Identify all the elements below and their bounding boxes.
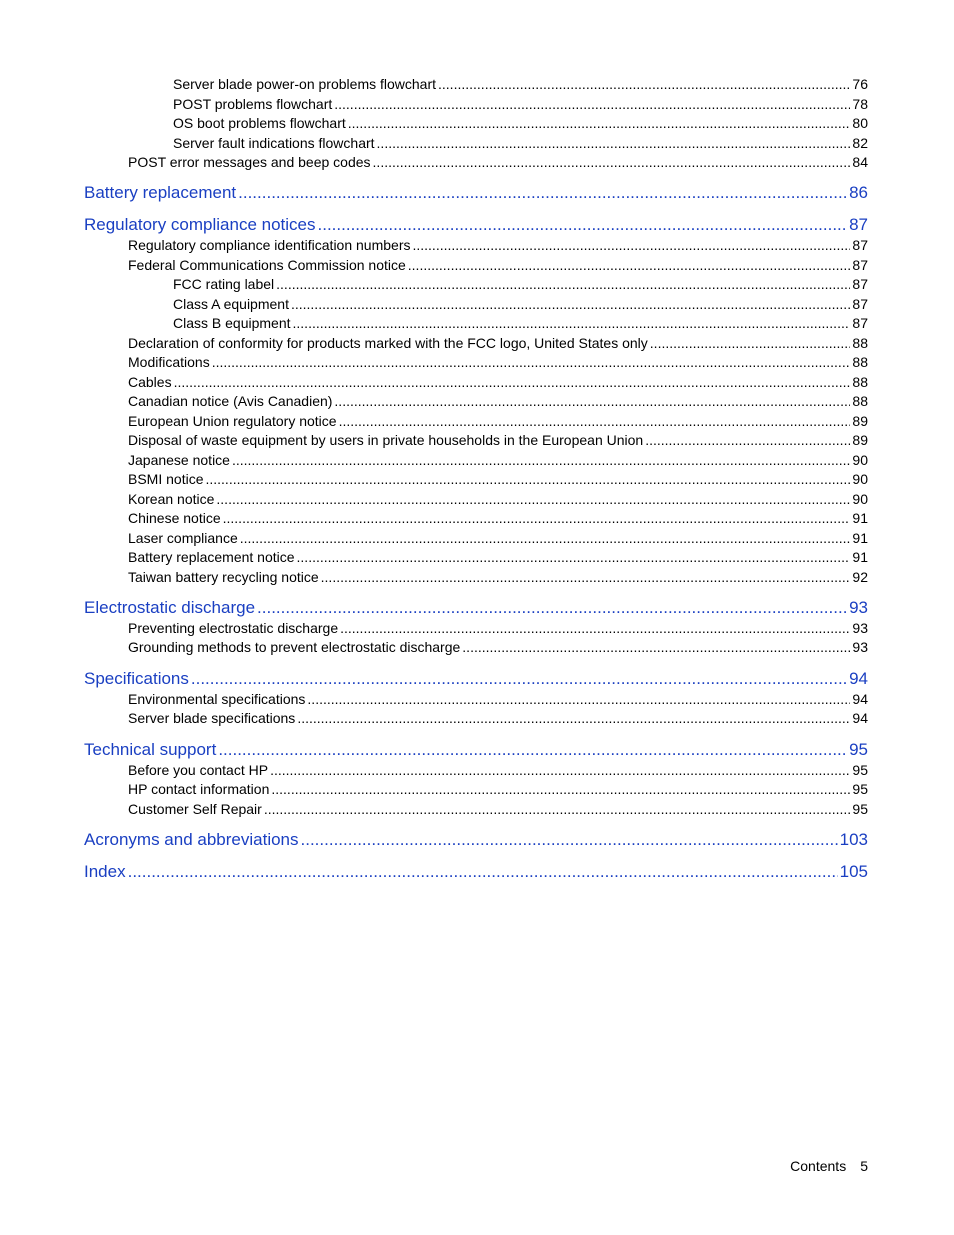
toc-entry-page: 88 bbox=[852, 393, 868, 409]
toc-dot-leader bbox=[291, 296, 850, 312]
toc-entry-page: 93 bbox=[849, 598, 868, 617]
toc-dot-leader bbox=[238, 183, 847, 203]
toc-entry-page: 90 bbox=[852, 491, 868, 507]
toc-dot-leader bbox=[297, 549, 851, 565]
toc-entry-title: Acronyms and abbreviations bbox=[84, 830, 299, 849]
toc-entry-page: 80 bbox=[852, 115, 868, 131]
toc-entry-page: 82 bbox=[852, 135, 868, 151]
toc-dot-leader bbox=[257, 598, 847, 618]
toc-chapter-entry[interactable] bbox=[84, 740, 868, 760]
toc-section-entry[interactable] bbox=[128, 491, 868, 507]
toc-dot-leader bbox=[373, 154, 851, 170]
toc-entry-title: Technical support bbox=[84, 740, 217, 759]
toc-entry-title: Before you contact HP bbox=[128, 762, 269, 778]
toc-section-entry[interactable] bbox=[128, 154, 868, 170]
toc-dot-leader bbox=[270, 762, 850, 778]
toc-entry-title: POST error messages and beep codes bbox=[128, 154, 371, 170]
toc-entry-title: Server fault indications flowchart bbox=[173, 135, 375, 151]
toc-section-entry[interactable] bbox=[173, 276, 868, 292]
toc-dot-leader bbox=[271, 781, 850, 797]
toc-entry-title: Server blade power-on problems flowchart bbox=[173, 76, 437, 92]
toc-section-entry[interactable] bbox=[128, 393, 868, 409]
toc-entry-title: Class B equipment bbox=[173, 315, 291, 331]
toc-entry-page: 94 bbox=[852, 710, 868, 726]
toc-entry-title: Japanese notice bbox=[128, 452, 230, 468]
toc-entry-title: Server blade specifications bbox=[128, 710, 296, 726]
toc-dot-leader bbox=[408, 257, 851, 273]
toc-dot-leader bbox=[205, 471, 850, 487]
toc-section-entry[interactable] bbox=[128, 432, 868, 448]
toc-dot-leader bbox=[297, 710, 850, 726]
toc-dot-leader bbox=[645, 432, 850, 448]
toc-entry-title: Declaration of conformity for products marked with the FCC logo, United States only bbox=[128, 335, 648, 351]
toc-entry-page: 94 bbox=[852, 691, 868, 707]
toc-entry-page: 95 bbox=[852, 781, 868, 797]
toc-chapter-entry[interactable] bbox=[84, 215, 868, 235]
toc-entry-page: 95 bbox=[852, 762, 868, 778]
toc-entry-title: Regulatory compliance identification numbers bbox=[128, 237, 411, 253]
toc-entry-page: 103 bbox=[839, 830, 868, 849]
toc-section-entry[interactable] bbox=[128, 335, 868, 351]
toc-entry-page: 78 bbox=[852, 96, 868, 112]
toc-dot-leader bbox=[412, 237, 850, 253]
page-footer bbox=[790, 1158, 868, 1174]
toc-entry-page: 93 bbox=[852, 639, 868, 655]
toc-entry-title: Korean notice bbox=[128, 491, 215, 507]
toc-section-entry[interactable] bbox=[173, 135, 868, 151]
toc-section-entry[interactable] bbox=[128, 452, 868, 468]
toc-entry-page: 91 bbox=[852, 549, 868, 565]
toc-entry-page: 87 bbox=[852, 296, 868, 312]
toc-entry-title: Regulatory compliance notices bbox=[84, 215, 316, 234]
toc-entry-title: HP contact information bbox=[128, 781, 270, 797]
toc-section-entry[interactable] bbox=[128, 530, 868, 546]
toc-section-entry[interactable] bbox=[128, 374, 868, 390]
toc-section-entry[interactable] bbox=[128, 620, 868, 636]
toc-entry-page: 93 bbox=[852, 620, 868, 636]
toc-entry-title: European Union regulatory notice bbox=[128, 413, 337, 429]
toc-chapter-entry[interactable] bbox=[84, 669, 868, 689]
toc-chapter-entry[interactable] bbox=[84, 830, 868, 850]
toc-entry-title: Cables bbox=[128, 374, 172, 390]
toc-entry-page: 88 bbox=[852, 374, 868, 390]
toc-entry-title: Electrostatic discharge bbox=[84, 598, 256, 617]
toc-entry-page: 87 bbox=[852, 315, 868, 331]
toc-section-entry[interactable] bbox=[128, 639, 868, 655]
toc-dot-leader bbox=[293, 315, 851, 331]
toc-entry-title: Modifications bbox=[128, 354, 210, 370]
toc-entry-title: Preventing electrostatic discharge bbox=[128, 620, 339, 636]
toc-entry-page: 90 bbox=[852, 471, 868, 487]
toc-entry-page: 92 bbox=[852, 569, 868, 585]
toc-dot-leader bbox=[216, 491, 850, 507]
toc-entry-title: Grounding methods to prevent electrostatic discharge bbox=[128, 639, 461, 655]
toc-entry-page: 88 bbox=[852, 335, 868, 351]
toc-chapter-entry[interactable] bbox=[84, 862, 868, 882]
toc-section-entry[interactable] bbox=[173, 115, 868, 131]
toc-dot-leader bbox=[334, 393, 850, 409]
toc-dot-leader bbox=[462, 639, 850, 655]
toc-entry-page: 105 bbox=[839, 862, 868, 881]
toc-entry-page: 89 bbox=[852, 432, 868, 448]
toc-section-entry[interactable] bbox=[173, 96, 868, 112]
toc-entry-title: Federal Communications Commission notice bbox=[128, 257, 406, 273]
toc-section-entry[interactable] bbox=[128, 413, 868, 429]
toc-entry-title: Chinese notice bbox=[128, 510, 221, 526]
toc-entry-page: 88 bbox=[852, 354, 868, 370]
toc-entry-page: 89 bbox=[852, 413, 868, 429]
toc-dot-leader bbox=[218, 740, 847, 760]
toc-entry-title: POST problems flowchart bbox=[173, 96, 333, 112]
toc-section-entry[interactable] bbox=[128, 762, 868, 778]
toc-entry-title: Environmental specifications bbox=[128, 691, 306, 707]
toc-dot-leader bbox=[334, 96, 850, 112]
toc-section-entry[interactable] bbox=[128, 510, 868, 526]
toc-dot-leader bbox=[191, 669, 847, 689]
toc-section-entry[interactable] bbox=[128, 354, 868, 370]
toc-entry-title: Canadian notice (Avis Canadien) bbox=[128, 393, 333, 409]
toc-entry-title: OS boot problems flowchart bbox=[173, 115, 346, 131]
toc-dot-leader bbox=[128, 862, 838, 882]
toc-dot-leader bbox=[318, 215, 848, 235]
toc-entry-title: FCC rating label bbox=[173, 276, 275, 292]
toc-entry-page: 90 bbox=[852, 452, 868, 468]
toc-dot-leader bbox=[232, 452, 850, 468]
toc-section-entry[interactable] bbox=[173, 315, 868, 331]
toc-entry-page: 95 bbox=[852, 801, 868, 817]
toc-entry-title: Index bbox=[84, 862, 126, 881]
toc-entry-page: 87 bbox=[852, 276, 868, 292]
toc-entry-page: 95 bbox=[849, 740, 868, 759]
toc-dot-leader bbox=[321, 569, 851, 585]
toc-entry-page: 87 bbox=[849, 215, 868, 234]
toc-entry-page: 91 bbox=[852, 510, 868, 526]
toc-entry-title: Specifications bbox=[84, 669, 189, 688]
toc-section-entry[interactable] bbox=[173, 76, 868, 92]
toc-dot-leader bbox=[223, 510, 851, 526]
toc-dot-leader bbox=[339, 413, 851, 429]
footer-page-number: 5 bbox=[860, 1158, 868, 1174]
toc-section-entry[interactable] bbox=[128, 257, 868, 273]
toc-section-entry[interactable] bbox=[128, 710, 868, 726]
footer-section-label: Contents bbox=[790, 1158, 847, 1174]
toc-entry-title: BSMI notice bbox=[128, 471, 204, 487]
toc-section-entry[interactable] bbox=[128, 569, 868, 585]
toc-entry-page: 76 bbox=[852, 76, 868, 92]
toc-entry-title: Class A equipment bbox=[173, 296, 289, 312]
toc-dot-leader bbox=[212, 354, 851, 370]
toc-dot-leader bbox=[438, 76, 850, 92]
toc-entry-page: 87 bbox=[852, 257, 868, 273]
toc-dot-leader bbox=[174, 374, 851, 390]
toc-dot-leader bbox=[301, 830, 838, 850]
toc-entry-page: 87 bbox=[852, 237, 868, 253]
toc-dot-leader bbox=[307, 691, 850, 707]
toc-dot-leader bbox=[650, 335, 851, 351]
toc-entry-page: 94 bbox=[849, 669, 868, 688]
toc-dot-leader bbox=[348, 115, 851, 131]
toc-entry-page: 84 bbox=[852, 154, 868, 170]
toc-entry-page: 91 bbox=[852, 530, 868, 546]
toc-section-entry[interactable] bbox=[128, 781, 868, 797]
toc-section-entry[interactable] bbox=[128, 801, 868, 817]
toc-section-entry[interactable] bbox=[128, 691, 868, 707]
toc-section-entry[interactable] bbox=[128, 549, 868, 565]
toc-dot-leader bbox=[340, 620, 850, 636]
toc-entry-title: Laser compliance bbox=[128, 530, 238, 546]
toc-entry-title: Battery replacement bbox=[84, 183, 237, 202]
toc-dot-leader bbox=[276, 276, 850, 292]
toc-chapter-entry[interactable] bbox=[84, 598, 868, 618]
toc-entry-title: Disposal of waste equipment by users in private households in the European Union bbox=[128, 432, 644, 448]
toc-entry-page: 86 bbox=[849, 183, 868, 202]
toc-entry-title: Customer Self Repair bbox=[128, 801, 262, 817]
toc-entry-title: Taiwan battery recycling notice bbox=[128, 569, 319, 585]
toc-section-entry[interactable] bbox=[173, 296, 868, 312]
toc-dot-leader bbox=[377, 135, 851, 151]
toc-section-entry[interactable] bbox=[128, 237, 868, 253]
toc-chapter-entry[interactable] bbox=[84, 183, 868, 203]
toc-dot-leader bbox=[240, 530, 851, 546]
toc-section-entry[interactable] bbox=[128, 471, 868, 487]
toc-entry-title: Battery replacement notice bbox=[128, 549, 295, 565]
toc-dot-leader bbox=[264, 801, 851, 817]
